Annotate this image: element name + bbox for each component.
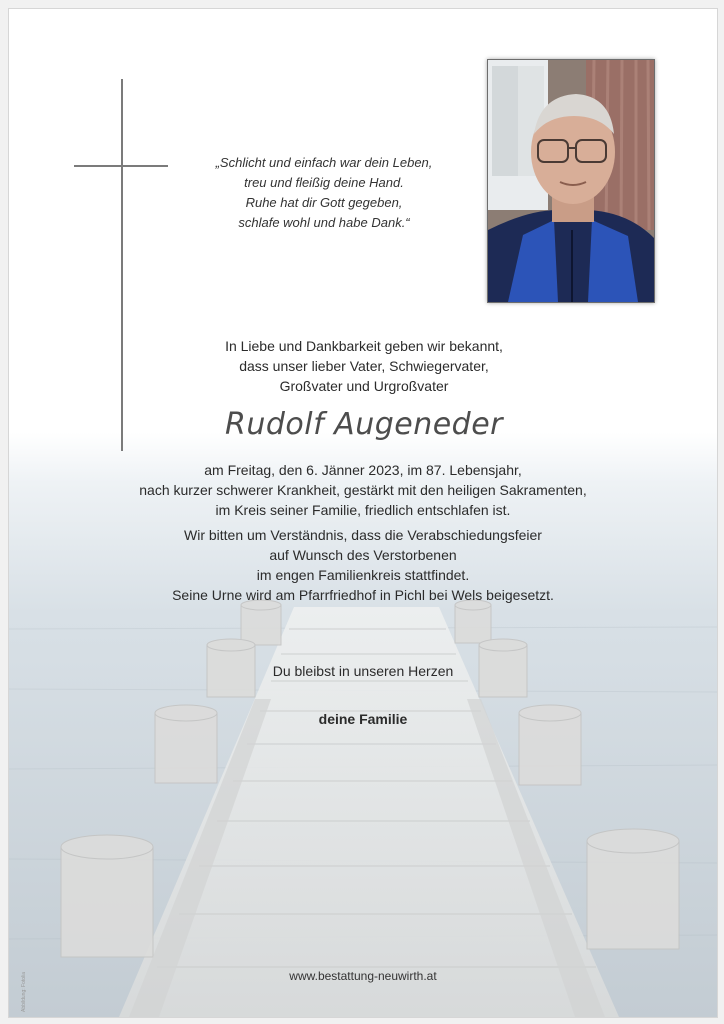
request-line: auf Wunsch des Verstorbenen xyxy=(269,547,457,563)
poem-line: schlafe wohl und habe Dank.“ xyxy=(238,215,410,230)
intro-line: Großvater und Urgroßvater xyxy=(279,378,449,394)
funeral-arrangements xyxy=(113,525,613,605)
portrait-photo xyxy=(487,59,655,303)
request-line: Wir bitten um Verständnis, dass die Verabschiedungsfeier xyxy=(184,527,542,543)
family-signoff: deine Familie xyxy=(318,711,408,727)
details-line: im Kreis seiner Familie, friedlich entschlafen ist. xyxy=(215,502,511,518)
details-line: am Freitag, den 6. Jänner 2023, im 87. Lebensjahr, xyxy=(204,462,522,478)
parte-sheet xyxy=(8,8,718,1018)
intro-line: dass unser lieber Vater, Schwiegervater, xyxy=(239,358,489,374)
poem-line: Ruhe hat dir Gott gegeben, xyxy=(245,195,403,210)
intro-line: In Liebe und Dankbarkeit geben wir bekannt, xyxy=(225,338,503,354)
poem-line: „Schlicht und einfach war dein Leben, xyxy=(215,155,433,170)
announcement-intro xyxy=(159,336,569,396)
memorial-poem xyxy=(209,153,439,233)
poem-line: treu und fleißig deine Hand. xyxy=(244,175,404,190)
cross-icon-horizontal-bar xyxy=(74,165,168,167)
cross-icon-vertical-bar xyxy=(121,79,123,451)
closing-phrase: Du bleibst in unseren Herzen xyxy=(272,663,454,679)
details-line: nach kurzer schwerer Krankheit, gestärkt mit den heiligen Sakramenten, xyxy=(139,482,587,498)
request-line: im engen Familienkreis stattfindet. xyxy=(256,567,470,583)
funeral-home-website-link[interactable]: www.bestattung-neuwirth.at xyxy=(289,969,437,983)
image-credit: Abbildung: Fotolia xyxy=(21,971,27,1012)
death-details xyxy=(113,460,613,520)
deceased-name: Rudolf Augeneder xyxy=(224,407,504,442)
request-line: Seine Urne wird am Pfarrfriedhof in Pichl bei Wels beigesetzt. xyxy=(172,587,554,603)
